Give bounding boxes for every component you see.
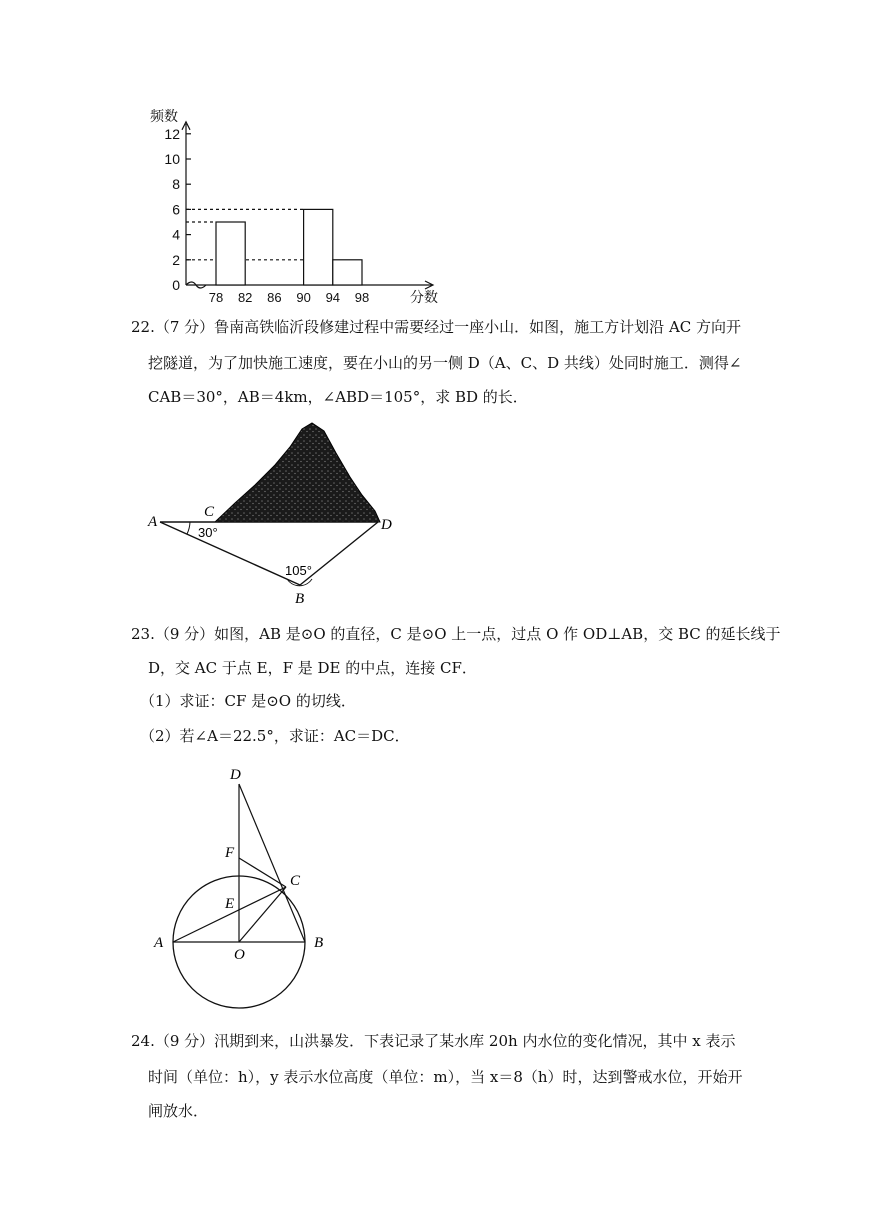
point-F-label: F [225,845,235,861]
y-axis-label: 频数 [150,108,178,124]
x-tick-label: 94 [325,290,341,305]
angle-B-label: 105° [285,563,312,578]
point-D-label: D [381,517,392,533]
mountain-shape [215,423,380,522]
histogram-bar [216,222,245,285]
q23-circle-figure [140,760,360,1020]
y-tick-label: 12 [164,125,180,142]
point-O-label: O [234,947,245,963]
y-tick-label: 2 [172,251,180,268]
x-tick-label: 78 [208,290,224,305]
q24-line-2: 时间（单位：h），y 表示水位高度（单位：m），当 x＝8（h）时，达到警戒水位，开始开 [148,1068,743,1086]
q23-part-2: （2）若∠A＝22.5°，求证：AC＝DC． [140,727,410,745]
y-tick-label: 8 [172,176,180,193]
x-axis-label: 分数 [410,289,438,305]
q22-line-3: CAB＝30°，AB＝4km，∠ABD＝105°，求 BD 的长． [148,388,528,406]
point-D-label: D [230,767,241,783]
x-tick-label: 98 [354,290,370,305]
point-C-label: C [290,873,301,889]
q23-line-2: D，交 AC 于点 E，F 是 DE 的中点，连接 CF． [148,659,477,677]
x-tick-label: 90 [296,290,311,305]
histogram-bar [333,260,362,285]
q24-line-1: 24.（9 分）汛期到来，山洪暴发．下表记录了某水库 20h 内水位的变化情况，其中 x 表示 [131,1032,736,1050]
q23-line-1: 23.（9 分）如图，AB 是⊙O 的直径，C 是⊙O 上一点，过点 O 作 OD⊥AB，交 BC 的延长线于 [131,625,781,643]
histogram-bar [304,209,333,285]
point-E-label: E [225,896,235,912]
y-tick-label: 4 [172,226,180,243]
q22-line-2: 挖隧道，为了加快施工速度，要在小山的另一侧 D（A、C、D 共线）处同时施工．测得∠ [148,354,742,372]
point-B-label: B [295,591,305,607]
point-C-label: C [204,504,215,520]
point-A-label: A [154,935,164,951]
x-tick-label: 82 [237,290,253,305]
point-A-label: A [148,514,158,530]
x-tick-label: 86 [267,290,282,305]
q22-mountain-figure [140,415,410,610]
q23-part-1: （1）求证：CF 是⊙O 的切线． [140,692,356,710]
point-B-label: B [314,935,324,951]
y-tick-label: 0 [172,277,180,293]
q22-line-1: 22.（7 分）鲁南高铁临沂段修建过程中需要经过一座小山．如图，施工方计划沿 AC 方向开 [131,318,742,336]
angle-A-label: 30° [198,525,218,540]
histogram-chart [0,0,869,310]
y-tick-label: 6 [172,201,180,218]
q24-line-3: 闸放水． [148,1102,209,1120]
y-tick-label: 10 [164,151,180,167]
